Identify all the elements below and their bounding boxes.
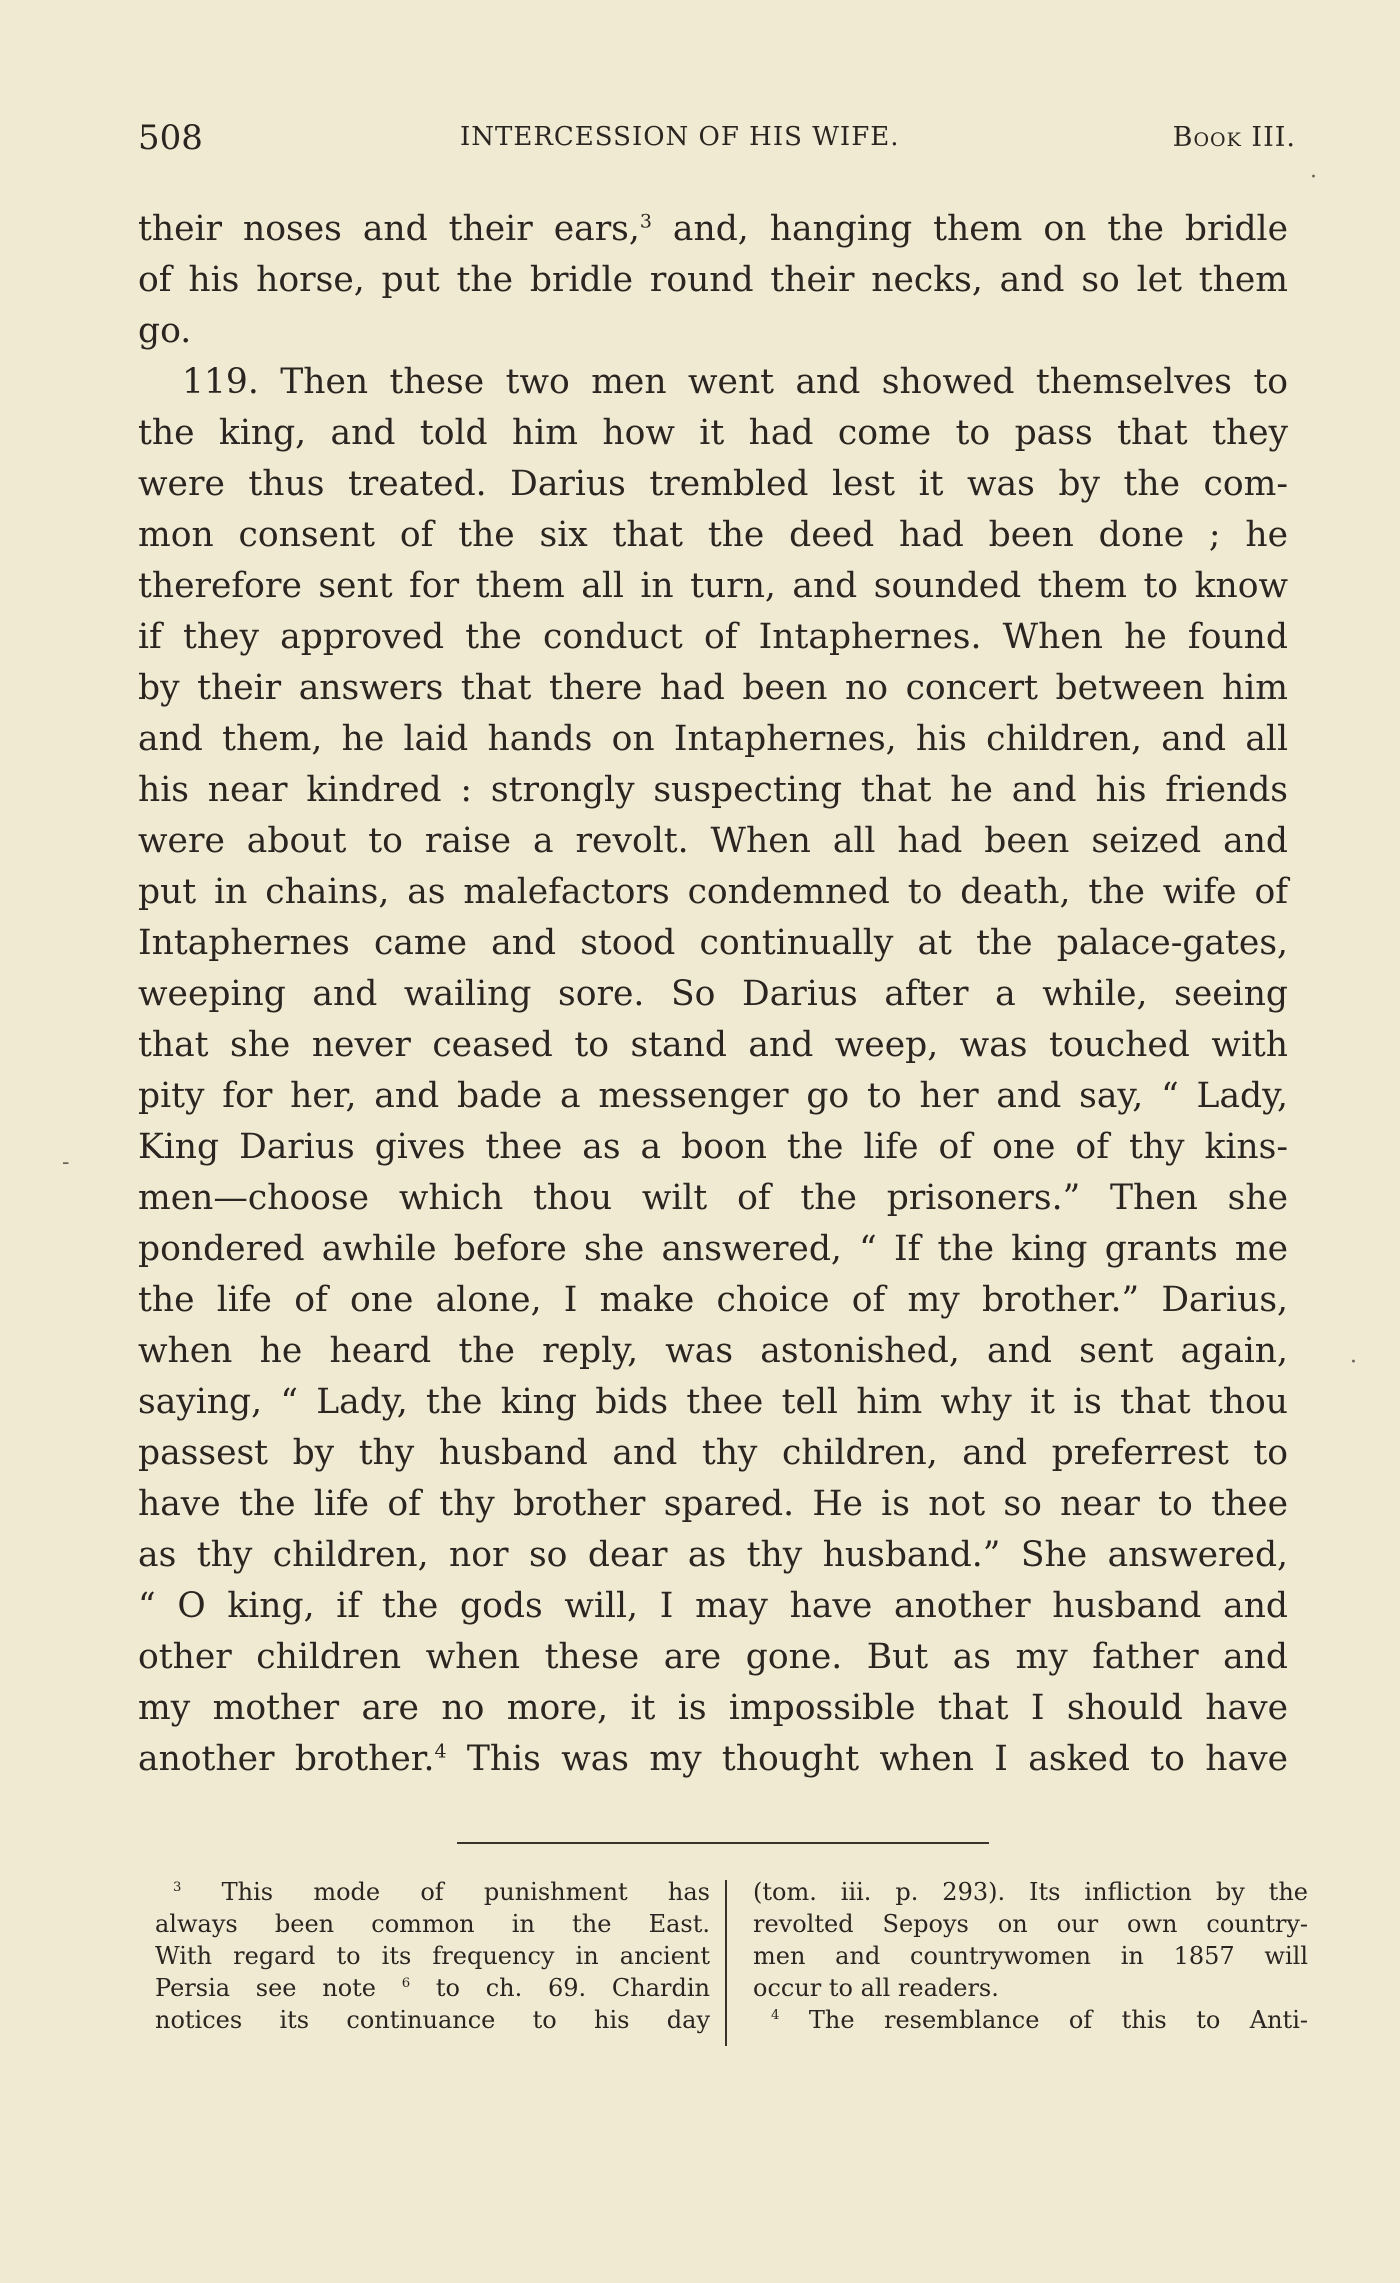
text-line: another brother.$^4$ This was my thought when I asked to have xyxy=(138,1739,1288,1779)
footnote-line: men and countrywomen in 1857 will xyxy=(753,1942,1308,1970)
text-line: have the life of thy brother spared. He is not so near to thee xyxy=(138,1484,1288,1524)
footnote-line: Persia see note $^6$ to ch. 69. Chardin xyxy=(155,1974,710,2002)
text-line: my mother are no more, it is impossible that I should have xyxy=(138,1688,1288,1728)
footnote-line: notices its continuance to his day xyxy=(155,2006,710,2034)
text-line: by their answers that there had been no concert between him xyxy=(138,668,1288,708)
section-start-line: 119. Then these two men went and showed themselves to xyxy=(182,362,1288,402)
text-line: Intaphernes came and stood continually at the palace-gates, xyxy=(138,923,1288,963)
text-line: were about to raise a revolt. When all had been seized and xyxy=(138,821,1288,861)
column-divider xyxy=(725,1880,727,2046)
text-line: men—choose which thou wilt of the prisoners.” Then she xyxy=(138,1178,1288,1218)
footnote-line: occur to all readers. xyxy=(753,1974,999,2002)
text-line: saying, “ Lady, the king bids thee tell him why it is that thou xyxy=(138,1382,1288,1422)
running-header xyxy=(138,118,1300,162)
text-line: put in chains, as malefactors condemned to death, the wife of xyxy=(138,872,1288,912)
text-line: and them, he laid hands on Intaphernes, his children, and all xyxy=(138,719,1288,759)
text-line: as thy children, nor so dear as thy husband.” She answered, xyxy=(138,1535,1288,1575)
text-line: weeping and wailing sore. So Darius after a while, seeing xyxy=(138,974,1288,1014)
margin-mark: - xyxy=(62,1150,70,1175)
text-line: pondered awhile before she answered, “ If the king grants me xyxy=(138,1229,1288,1269)
main-text xyxy=(138,204,1288,1785)
footnote-line: (tom. iii. p. 293). Its infliction by the xyxy=(753,1878,1308,1906)
footnote-line: always been common in the East. xyxy=(155,1910,710,1938)
text-line: passest by thy husband and thy children, and preferrest to xyxy=(138,1433,1288,1473)
text-line: therefore sent for them all in turn, and sounded them to know xyxy=(138,566,1288,606)
page-number: 508 xyxy=(138,118,203,158)
margin-mark: · xyxy=(1310,165,1317,190)
text-line: the king, and told him how it had come to pass that they xyxy=(138,413,1288,453)
text-line: his near kindred : strongly suspecting that he and his friends xyxy=(138,770,1288,810)
footnote-column-right xyxy=(753,1876,1308,2036)
footnote-line: With regard to its frequency in ancient xyxy=(155,1942,710,1970)
text-line: “ O king, if the gods will, I may have another husband and xyxy=(138,1586,1288,1626)
text-line: mon consent of the six that the deed had been done ; he xyxy=(138,515,1288,555)
text-line: that she never ceased to stand and weep, was touched with xyxy=(138,1025,1288,1065)
footnote-column-left xyxy=(155,1876,710,2036)
footnote-line: revolted Sepoys on our own country- xyxy=(753,1910,1308,1938)
book-label: Book III. xyxy=(1172,122,1296,153)
text-line: pity for her, and bade a messenger go to her and say, “ Lady, xyxy=(138,1076,1288,1116)
footnotes xyxy=(155,1876,1308,2046)
text-line: were thus treated. Darius trembled lest it was by the com- xyxy=(138,464,1288,504)
text-line: go. xyxy=(138,311,192,351)
text-line: when he heard the reply, was astonished, and sent again, xyxy=(138,1331,1288,1371)
text-line: King Darius gives thee as a boon the life of one of thy kins- xyxy=(138,1127,1288,1167)
text-line: of his horse, put the bridle round their necks, and so let them xyxy=(138,260,1288,300)
footnote-line: $^3$ This mode of punishment has xyxy=(173,1878,710,1906)
text-line: their noses and their ears,$^3$ and, hanging them on the bridle xyxy=(138,209,1288,249)
text-line: the life of one alone, I make choice of my brother.” Darius, xyxy=(138,1280,1288,1320)
text-line: if they approved the conduct of Intaphernes. When he found xyxy=(138,617,1288,657)
footnote-line: $^4$ The resemblance of this to Anti- xyxy=(771,2006,1308,2034)
running-title: INTERCESSION OF HIS WIFE. xyxy=(460,122,900,152)
footnote-rule xyxy=(457,1842,989,1844)
margin-mark: · xyxy=(1350,1350,1357,1375)
text-line: other children when these are gone. But as my father and xyxy=(138,1637,1288,1677)
